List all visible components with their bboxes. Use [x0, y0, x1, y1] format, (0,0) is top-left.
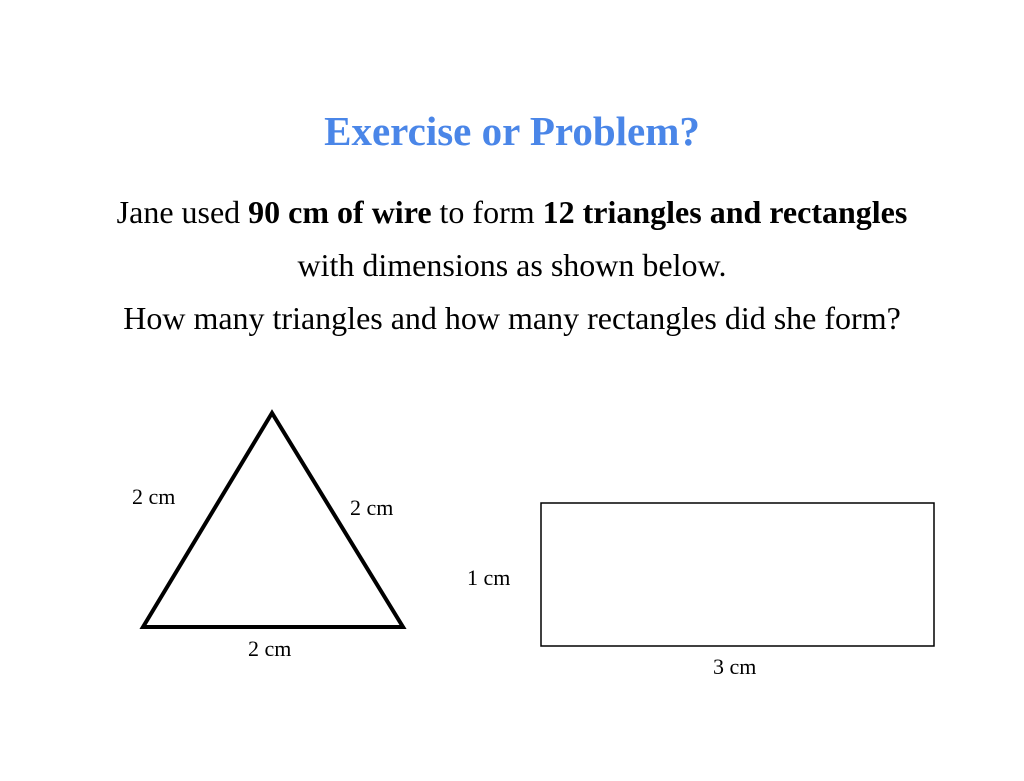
wire-length-emphasis: 90 cm of wire — [248, 194, 432, 230]
rectangle-width-label: 3 cm — [713, 654, 757, 679]
problem-text-2: to form — [431, 194, 543, 230]
triangle-right-side-label: 2 cm — [350, 495, 394, 520]
problem-line-2: with dimensions as shown below. — [297, 247, 727, 283]
rectangle-shape — [541, 503, 934, 646]
problem-line-3: How many triangles and how many rectangles did she form? — [123, 300, 901, 336]
problem-text-1: Jane used — [116, 194, 249, 230]
shape-count-emphasis: 12 triangles and rectangles — [542, 194, 908, 230]
rectangle-height-label: 1 cm — [467, 565, 511, 590]
slide-title: Exercise or Problem? — [324, 108, 700, 154]
triangle-base-label: 2 cm — [248, 636, 292, 661]
triangle-left-side-label: 2 cm — [132, 484, 176, 509]
